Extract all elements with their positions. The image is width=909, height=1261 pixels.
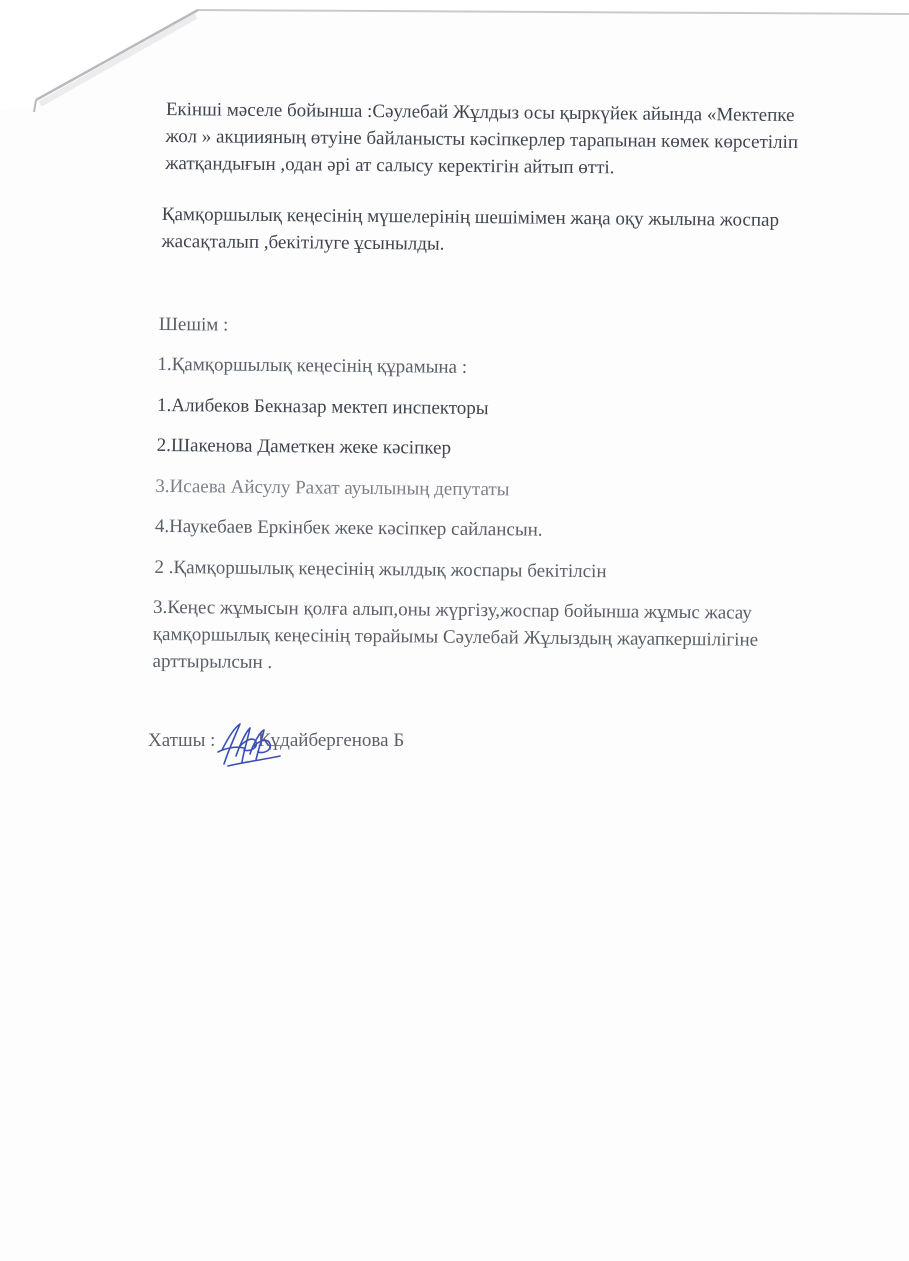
text-line: жатқандығын ,одан әрі ат салысу керектігін айтып өтті. — [165, 152, 615, 179]
paragraph-responsibility — [152, 594, 758, 681]
decision-item: 2.Шакенова Даметкен жеке кәсіпкер — [156, 434, 452, 459]
text-line: Екінші мәселе бойынша :Сәулебай Жұлдыз осы қыркүйек айында «Мектепке — [165, 98, 795, 127]
paragraph-plan-proposal — [161, 201, 779, 261]
decision-heading: Шешім : — [158, 313, 229, 336]
signature-line — [148, 730, 405, 752]
decision-item: 1.Алибеков Бекназар мектеп инспекторы — [156, 394, 489, 420]
text-line: жасақталып ,бекітілуге ұсынылды. — [161, 230, 445, 255]
secretary-name: Құдайбергенова Б — [258, 730, 405, 751]
decision-item: 4.Наукебаев Еркінбек жеке кәсіпкер сайлансын. — [154, 515, 543, 541]
text-line: қамқоршылық кеңесінің төрайымы Сәулебай Жұлыздың жауапкершілігіне — [152, 623, 759, 651]
paragraph-second-issue — [165, 96, 798, 183]
text-line: Қамқоршылық кеңесінің мүшелерінің шешімімен жаңа оқу жылына жоспар — [161, 203, 780, 231]
decision-item: 1.Қамқоршылық кеңесінің құрамына : — [157, 353, 468, 378]
secretary-label: Хатшы : — [148, 730, 216, 751]
text-line: арттырылсын . — [152, 650, 273, 674]
text-line: жол » акциияның өтуіне байланысты кәсіпкерлер тарапынан көмек көрсетіліп — [165, 125, 799, 154]
decision-item: 3.Исаева Айсулу Рахат ауылының депутаты — [155, 475, 510, 501]
text-line: 3.Кеңес жұмысын қолға алып,оны жүргізу,жоспар бойынша жұмыс жасау — [152, 596, 752, 624]
handwritten-signature — [214, 716, 284, 772]
decision-item: 2 .Қамқоршылық кеңесінің жылдық жоспары бекітілсін — [154, 556, 607, 583]
